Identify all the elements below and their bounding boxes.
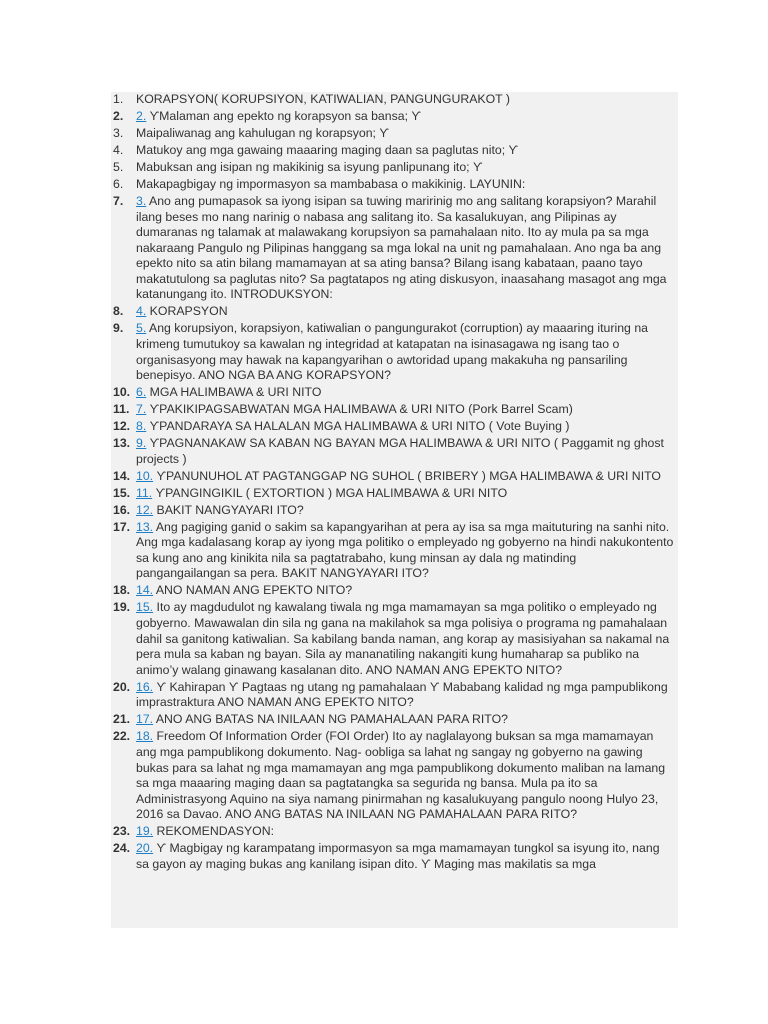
item-text: ϒPAGNANAKAW SA KABAN NG BAYAN MGA HALIMBAWA & URI NITO ( Paggamit ng ghost projects ) <box>136 436 664 466</box>
list-item <box>111 824 674 840</box>
slide-link[interactable]: 14. <box>136 583 154 598</box>
item-text: ϒ Kahirapan ϒ Pagtaas ng utang ng pamahalaan ϒ Mababang kalidad ng mga pampublikong imprastraktura ANO NAMAN ANG EPEKTO NITO? <box>136 679 668 710</box>
item-number: 1. <box>113 92 124 106</box>
item-number: 22. <box>113 729 131 744</box>
item-number: 3. <box>113 125 124 140</box>
item-text: Ang pagiging ganid o sakim sa kapangyarihan at pera ay isa sa mga maituturing na sanhi nito. Ang mga kadalasang korap ay iyong mga politiko o empleyado ng gobyerno na hindi nakukontento sa kung ano ang kinikita nila sa pagtatrabaho, kung minsan ay dala ng matinding pangangailangan sa pera. BAKIT NANGYAYARI ITO? <box>136 519 674 581</box>
item-number: 5. <box>113 159 124 174</box>
slide-link[interactable]: 4. <box>136 304 147 319</box>
item-number: 20. <box>113 679 131 694</box>
item-text: Mabuksan ang isipan ng makikinig sa isyung panlipunang ito; ϒ <box>136 159 483 174</box>
slide-link[interactable]: 16. <box>136 679 154 694</box>
item-number: 11. <box>113 402 130 417</box>
item-text: Ito ay magdudulot ng kawalang tiwala ng mga mamamayan sa mga politiko o empleyado ng gobyerno. Mawawalan din sila ng gana na makilahok sa mga polisiya o programa ng pamahalaan dahil sa ganitong katiwalian. Sa kabilang banda naman, ang korap ay masisiyahan sa nakamal na pera mula sa kaban ng bayan. Sila ay mananatiling nakangiti kung humaharap sa publiko na animo’y walang ginawang kasalanan dito. ANO NAMAN ANG EPEKTO NITO? <box>136 600 670 677</box>
item-number: 19. <box>113 600 131 615</box>
slide-link[interactable]: 13. <box>136 519 154 534</box>
item-number: 15. <box>113 485 131 500</box>
list-item <box>111 469 674 485</box>
slide-link[interactable]: 7. <box>136 402 147 417</box>
item-text: ϒPANUNUHOL AT PAGTANGGAP NG SUHOL ( BRIBERY ) MGA HALIMBAWA & URI NITO <box>153 468 661 483</box>
numbered-list <box>111 92 678 872</box>
slide-link[interactable]: 11. <box>136 485 153 500</box>
item-text: ANO NAMAN ANG EPEKTO NITO? <box>153 583 353 598</box>
item-number: 9. <box>113 321 124 336</box>
list-item <box>111 729 674 823</box>
item-number: 6. <box>113 176 124 191</box>
item-number: 14. <box>113 468 131 483</box>
list-item <box>111 143 674 159</box>
item-text: MGA HALIMBAWA & URI NITO <box>146 385 322 400</box>
list-item <box>111 402 674 418</box>
slide-link[interactable]: 3. <box>136 193 147 208</box>
item-text: Matukoy ang mga gawaing maaaring maging daan sa paglutas nito; ϒ <box>136 142 519 157</box>
list-item <box>111 177 674 193</box>
list-item <box>111 92 674 108</box>
list-item <box>111 520 674 582</box>
list-item <box>111 503 674 519</box>
document-page <box>111 92 678 928</box>
item-text: Ano ang pumapasok sa iyong isipan sa tuwing maririnig mo ang salitang korapsiyon? Marahil ilang beses mo nang narinig o nabasa ang salitang ito. Sa kasalukuyan, ang Pilipinas ay dumaranas ng talamak at malawakang korupsiyon sa pamahalaan nito. Ito ay mula pa sa mga nakaraang Pangulo ng Pilipinas hanggang sa mga lokal na unit ng pamahalaan. Ano nga ba ang epekto nito sa atin bilang mamamayan at sa ating bansa? Bilang isang kabataan, paano tayo makatutulong sa paglutas nito? Sa pagtatapos ng ating diskusyon, inaasahang masagot ang mga katanungang ito. INTRODUKSYON: <box>136 193 667 302</box>
list-item <box>111 160 674 176</box>
item-number: 4. <box>113 142 124 157</box>
slide-link[interactable]: 18. <box>136 729 154 744</box>
list-item <box>111 304 674 320</box>
list-item <box>111 126 674 142</box>
slide-link[interactable]: 12. <box>136 502 154 517</box>
item-number: 2. <box>113 108 124 123</box>
slide-link[interactable]: 8. <box>136 419 147 434</box>
item-number: 23. <box>113 824 131 839</box>
item-number: 8. <box>113 304 124 319</box>
item-number: 17. <box>113 519 131 534</box>
item-number: 7. <box>113 193 124 208</box>
list-item <box>111 841 674 872</box>
slide-link[interactable]: 15. <box>136 600 154 615</box>
slide-link[interactable]: 9. <box>136 436 147 451</box>
slide-link[interactable]: 10. <box>136 468 154 483</box>
slide-link[interactable]: 2. <box>136 108 147 123</box>
item-text: ϒPANGINGIKIL ( EXTORTION ) MGA HALIMBAWA & URI NITO <box>152 485 508 500</box>
item-text: BAKIT NANGYAYARI ITO? <box>153 502 304 517</box>
item-number: 13. <box>113 436 131 451</box>
slide-link[interactable]: 17. <box>136 712 154 727</box>
item-text: Freedom Of Information Order (FOI Order) Ito ay naglalayong buksan sa mga mamamayan ang mga pampublikong dokumento. Nag- oobliga sa lahat ng sangay ng gobyerno na gawing bukas para sa lahat ng mga mamamayan ang mga pampublikong dokumento maliban na lamang sa mga maaaring maging daan sa pagtatangka sa segurida ng bansa. Mula pa ito sa Administrasyong Aquino na siya namang pinirmahan ng kasalukuyang pangulo noong Hulyo 23, 2016 sa Davao. ANO ANG BATAS NA INILAAN NG PAMAHALAAN PARA RITO? <box>136 729 666 822</box>
list-item <box>111 600 674 678</box>
list-item <box>111 583 674 599</box>
item-text: KORAPSYON <box>146 304 228 319</box>
list-item <box>111 486 674 502</box>
item-number: 21. <box>113 712 131 727</box>
list-item <box>111 194 674 303</box>
list-item <box>111 419 674 435</box>
item-number: 10. <box>113 385 131 400</box>
item-text: Maipaliwanag ang kahulugan ng korapsyon; ϒ <box>136 125 389 140</box>
item-text: ϒPAKIKIPAGSABWATAN MGA HALIMBAWA & URI NITO (Pork Barrel Scam) <box>146 402 573 417</box>
item-text: KORAPSYON( KORUPSIYON, KATIWALIAN, PANGUNGURAKOT ) <box>136 92 510 106</box>
slide-link[interactable]: 5. <box>136 321 147 336</box>
list-item <box>111 436 674 467</box>
item-number: 24. <box>113 841 131 856</box>
item-text: Ang korupsiyon, korapsiyon, katiwalian o pangungurakot (corruption) ay maaaring ituring na krimeng tumutukoy sa kawalan ng integridad at katapatan na isinasagawa ng isang tao o organisasyong may hawak na kapangyarihan o awtoridad upang makakuha ng pansariling benepisyo. ANO NGA BA ANG KORAPSYON? <box>136 321 648 383</box>
item-number: 18. <box>113 583 131 598</box>
list-item <box>111 109 674 125</box>
item-number: 12. <box>113 419 131 434</box>
list-item <box>111 680 674 711</box>
item-text: Makapagbigay ng impormasyon sa mambabasa o makikinig. LAYUNIN: <box>136 176 526 191</box>
item-text: ϒMalaman ang epekto ng korapsyon sa bansa; ϒ <box>146 108 421 123</box>
list-item <box>111 712 674 728</box>
item-text: ANO ANG BATAS NA INILAAN NG PAMAHALAAN PARA RITO? <box>153 712 509 727</box>
item-number: 16. <box>113 502 131 517</box>
item-text: REKOMENDASYON: <box>153 824 275 839</box>
item-text: ϒPANDARAYA SA HALALAN MGA HALIMBAWA & URI NITO ( Vote Buying ) <box>146 419 570 434</box>
slide-link[interactable]: 6. <box>136 385 147 400</box>
slide-link[interactable]: 19. <box>136 824 154 839</box>
slide-link[interactable]: 20. <box>136 841 154 856</box>
list-item <box>111 321 674 383</box>
item-text: ϒ Magbigay ng karampatang impormasyon sa mga mamamayan tungkol sa isyung ito, nang sa gayon ay maging bukas ang kanilang isipan dito. ϒ Maging mas makilatis sa mga <box>136 841 660 871</box>
list-item <box>111 385 674 401</box>
